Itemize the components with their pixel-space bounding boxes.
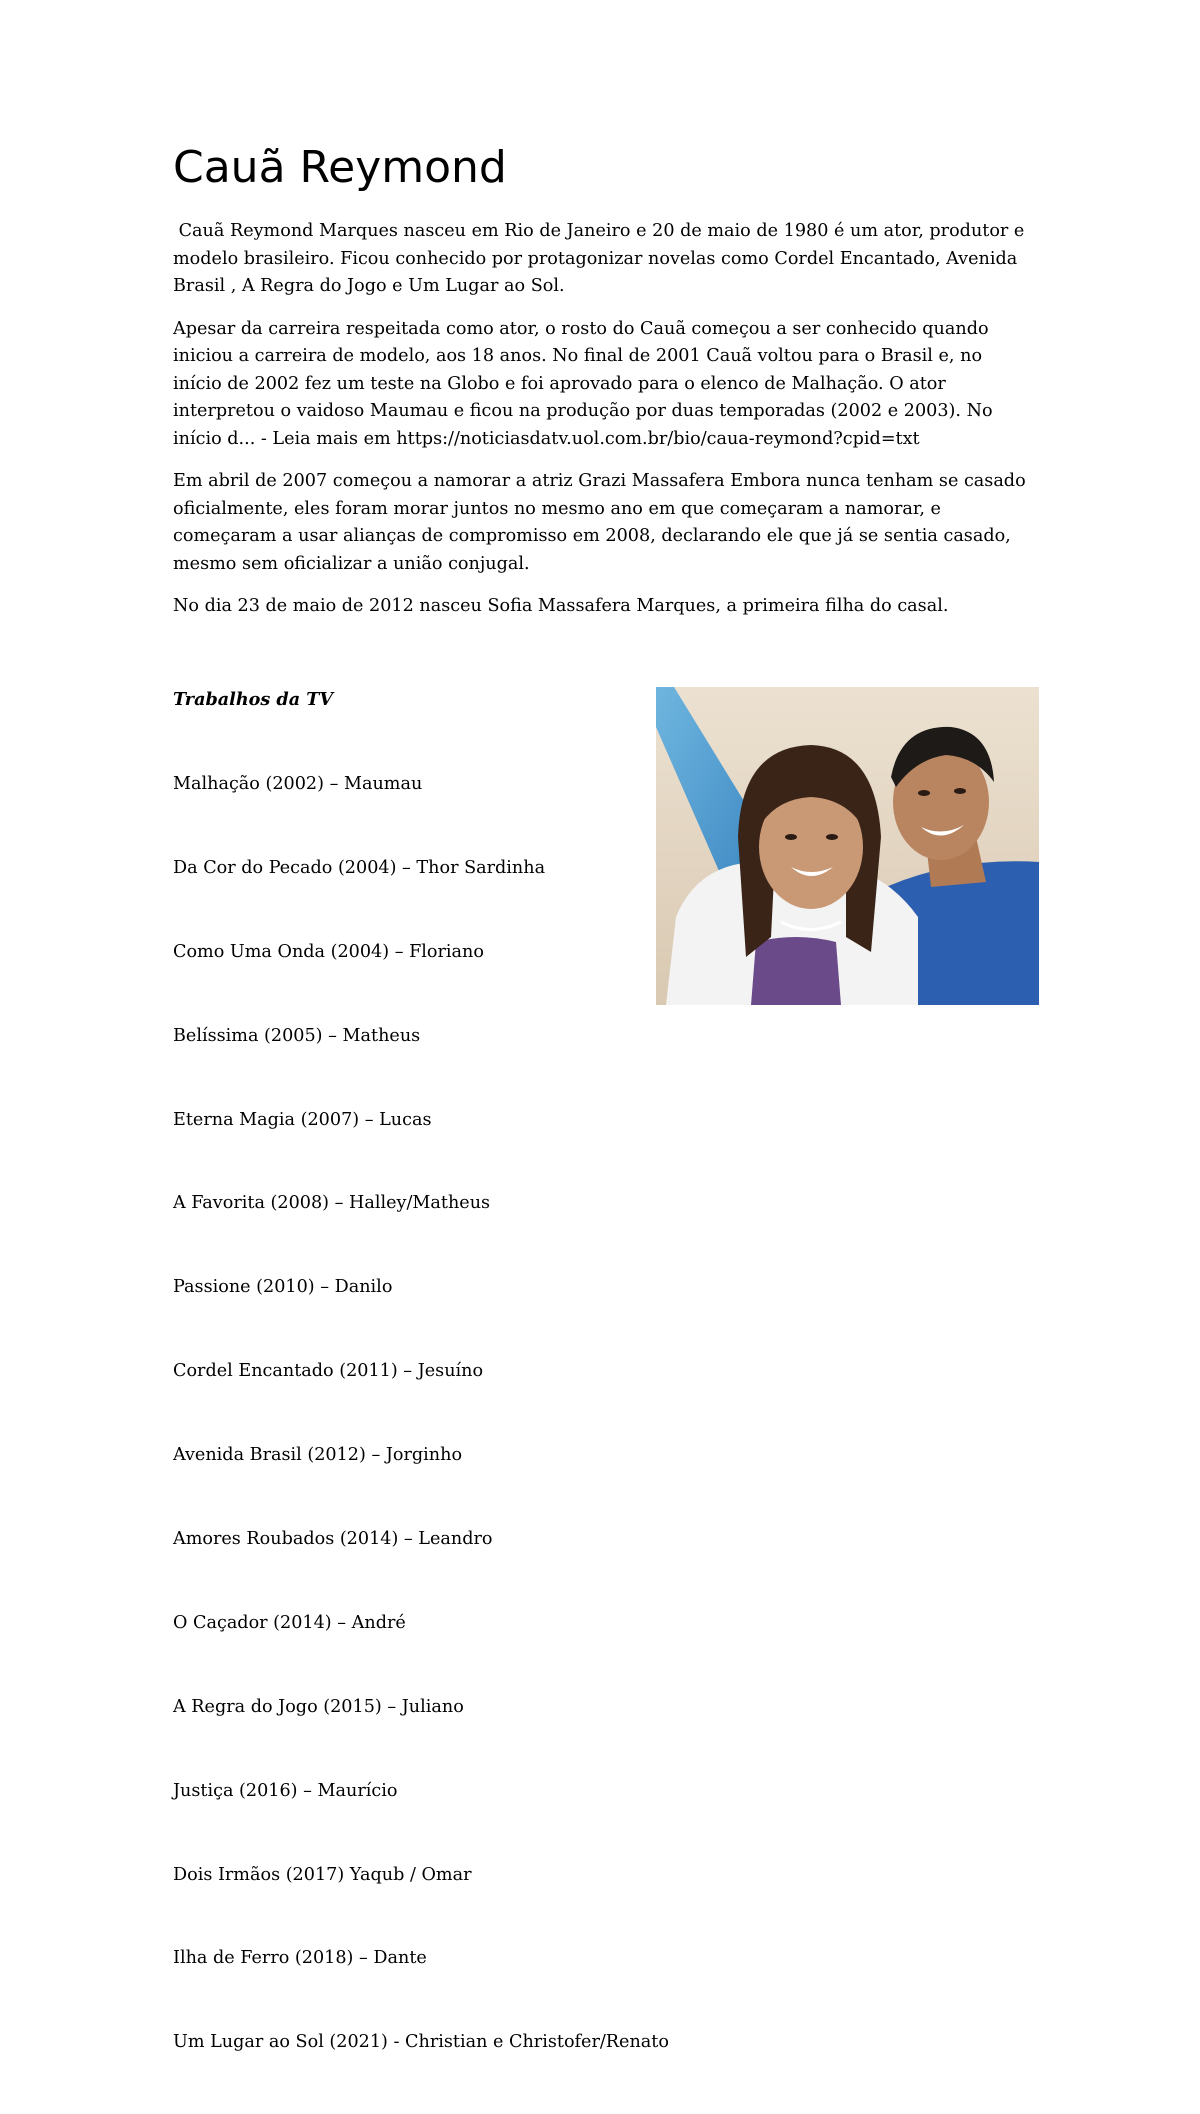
list-item: Avenida Brasil (2012) – Jorginho xyxy=(173,1445,463,1466)
list-item: Como Uma Onda (2004) – Floriano xyxy=(173,941,484,962)
list-item: Belíssima (2005) – Matheus xyxy=(173,1025,421,1046)
paragraph: Apesar da carreira respeitada como ator, o rosto do Cauã começou a ser conhecido quando iniciou a carreira de modelo, aos 18 anos. No final de 2001 Cauã voltou para o Brasil e, no início de 2002 fez um teste na Globo e foi aprovado para o elenco de Malhação. O ator interpretou o vaidoso Maumau e ficou na produção por duas temporadas (2002 e 2003). No início d... - Leia mais em https://noticiasdatv.uol.com.br/bio/caua-reymond?cpid=txt xyxy=(173,318,993,449)
list-item: A Regra do Jogo (2015) – Juliano xyxy=(173,1696,464,1717)
list-item: Passione (2010) – Danilo xyxy=(173,1277,393,1298)
list-item: A Favorita (2008) – Halley/Matheus xyxy=(173,1193,491,1214)
photo xyxy=(656,687,1039,1005)
list-item: Justiça (2016) – Maurício xyxy=(173,1780,398,1801)
biography-text xyxy=(173,218,1033,636)
list-item: Um Lugar ao Sol (2021) - Christian e Christofer/Renato xyxy=(173,2032,669,2053)
list-item: Da Cor do Pecado (2004) – Thor Sardinha xyxy=(173,857,546,878)
list-item: Malhação (2002) – Maumau xyxy=(173,774,423,794)
list-item: Amores Roubados (2014) – Leandro xyxy=(173,1529,493,1550)
paragraph: Cauã Reymond Marques nasceu em Rio de Janeiro e 20 de maio de 1980 é um ator, produtor e modelo brasileiro. Ficou conhecido por protagonizar novelas como Cordel Encantado, Avenida Brasil , A Regra do Jogo e Um Lugar ao Sol. xyxy=(173,221,1030,296)
list-item: Cordel Encantado (2011) – Jesuíno xyxy=(173,1361,484,1382)
list-item: Ilha de Ferro (2018) – Dante xyxy=(173,1948,427,1969)
paragraph: No dia 23 de maio de 2012 nasceu Sofia Massafera Marques, a primeira filha do casal. xyxy=(173,596,949,616)
list-item: Dois Irmãos (2017) Yaqub / Omar xyxy=(173,1864,472,1885)
tv-works-list xyxy=(173,732,669,2114)
section-heading: Trabalhos da TV xyxy=(173,689,333,710)
page-title: Cauã Reymond xyxy=(173,142,507,193)
paragraph: Em abril de 2007 começou a namorar a atriz Grazi Massafera Embora nunca tenham se casado oficialmente, eles foram morar juntos no mesmo ano em que começaram a namorar, e começaram a usar alianças de compromisso em 2008, declarando ele que já se sentia casado, mesmo sem oficializar a união conjugal. xyxy=(173,471,1026,574)
list-item: Eterna Magia (2007) – Lucas xyxy=(173,1109,432,1130)
list-item: O Caçador (2014) – André xyxy=(173,1612,406,1633)
